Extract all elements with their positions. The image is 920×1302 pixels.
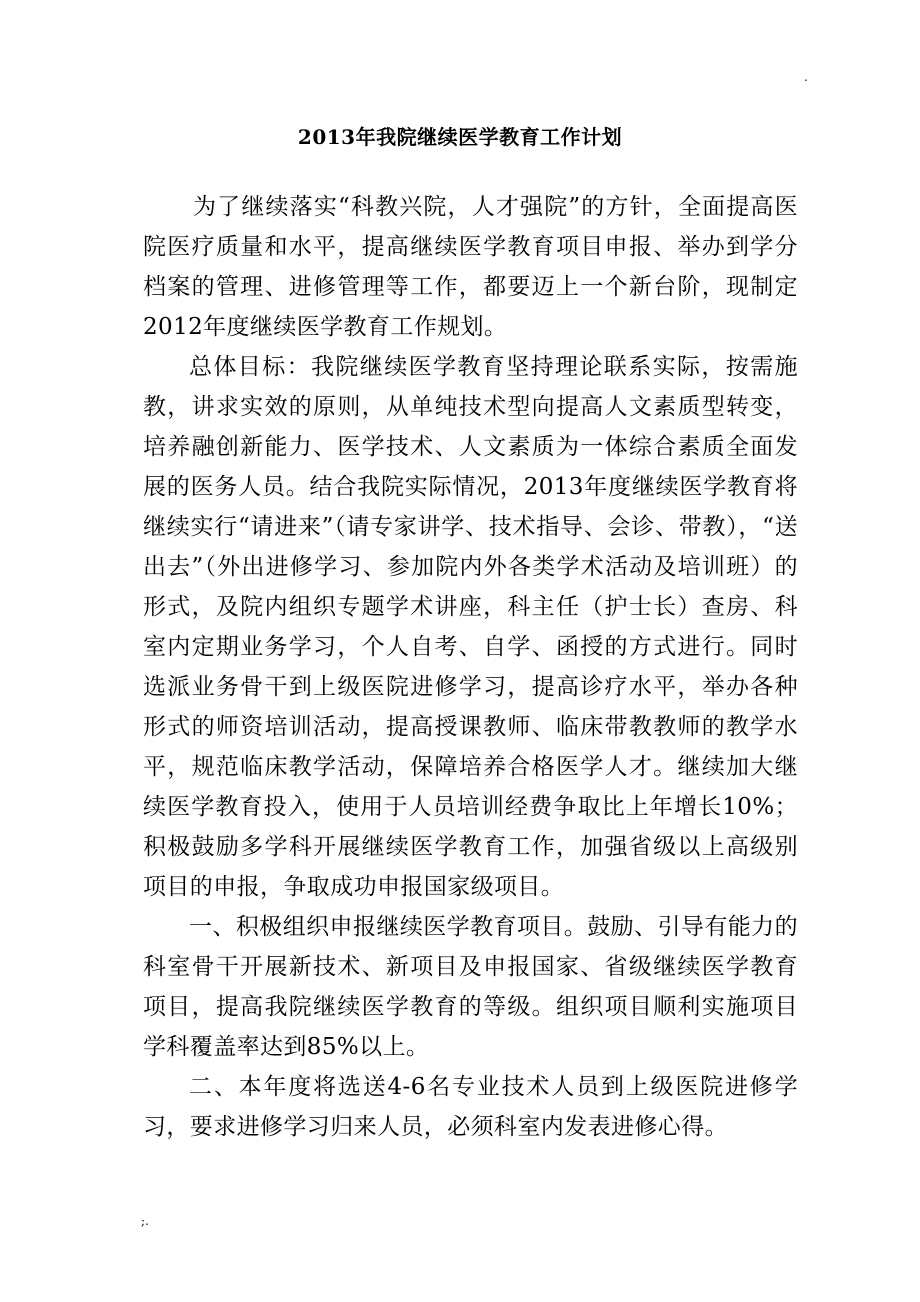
document-body: [143, 187, 798, 1147]
paragraph-overall-goal: 总体目标：我院继续医学教育坚持理论联系实际，按需施教，讲求实效的原则，从单纯技术型向提高人文素质型转变，培养融创新能力、医学技术、人文素质为一体综合素质全面发展的医务人员。结合我院实际情况，2013年度继续医学教育将继续实行“请进来”（请专家讲学、技术指导、会诊、带教），“送出去”（外出进修学习、参加院内外各类学术活动及培训班）的形式，及院内组织专题学术讲座，科主任（护士长）查房、科室内定期业务学习，个人自考、自学、函授的方式进行。同时选派业务骨干到上级医院进修学习，提高诊疗水平，举办各种形式的师资培训活动，提高授课教师、临床带教教师的教学水平，规范临床教学活动，保障培养合格医学人才。继续加大继续医学教育投入，使用于人员培训经费争取比上年增长10%；积极鼓励多学科开展继续医学教育工作，加强省级以上高级别项目的申报，争取成功申报国家级项目。: [143, 354, 798, 900]
document-title: 2013年我院继续医学教育工作计划: [297, 125, 623, 149]
paragraph-item-two: 二、本年度将选送4-6名专业技术人员到上级医院进修学习，要求进修学习归来人员，必须科室内发表进修心得。: [143, 1074, 798, 1140]
paragraph-intro: 为了继续落实“科教兴院，人才强院”的方针，全面提高医院医疗质量和水平，提高继续医学教育项目申报、举办到学分档案的管理、进修管理等工作，都要迈上一个新台阶，现制定2012年度继续医学教育工作规划。: [143, 194, 798, 340]
header-mark: .: [804, 70, 808, 84]
paragraph-item-one: 一、积极组织申报继续医学教育项目。鼓励、引导有能力的科室骨干开展新技术、新项目及申报国家、省级继续医学教育项目，提高我院继续医学教育的等级。组织项目顺利实施项目学科覆盖率达到85%以上。: [143, 914, 798, 1060]
footer-mark: ;.: [141, 1214, 149, 1228]
